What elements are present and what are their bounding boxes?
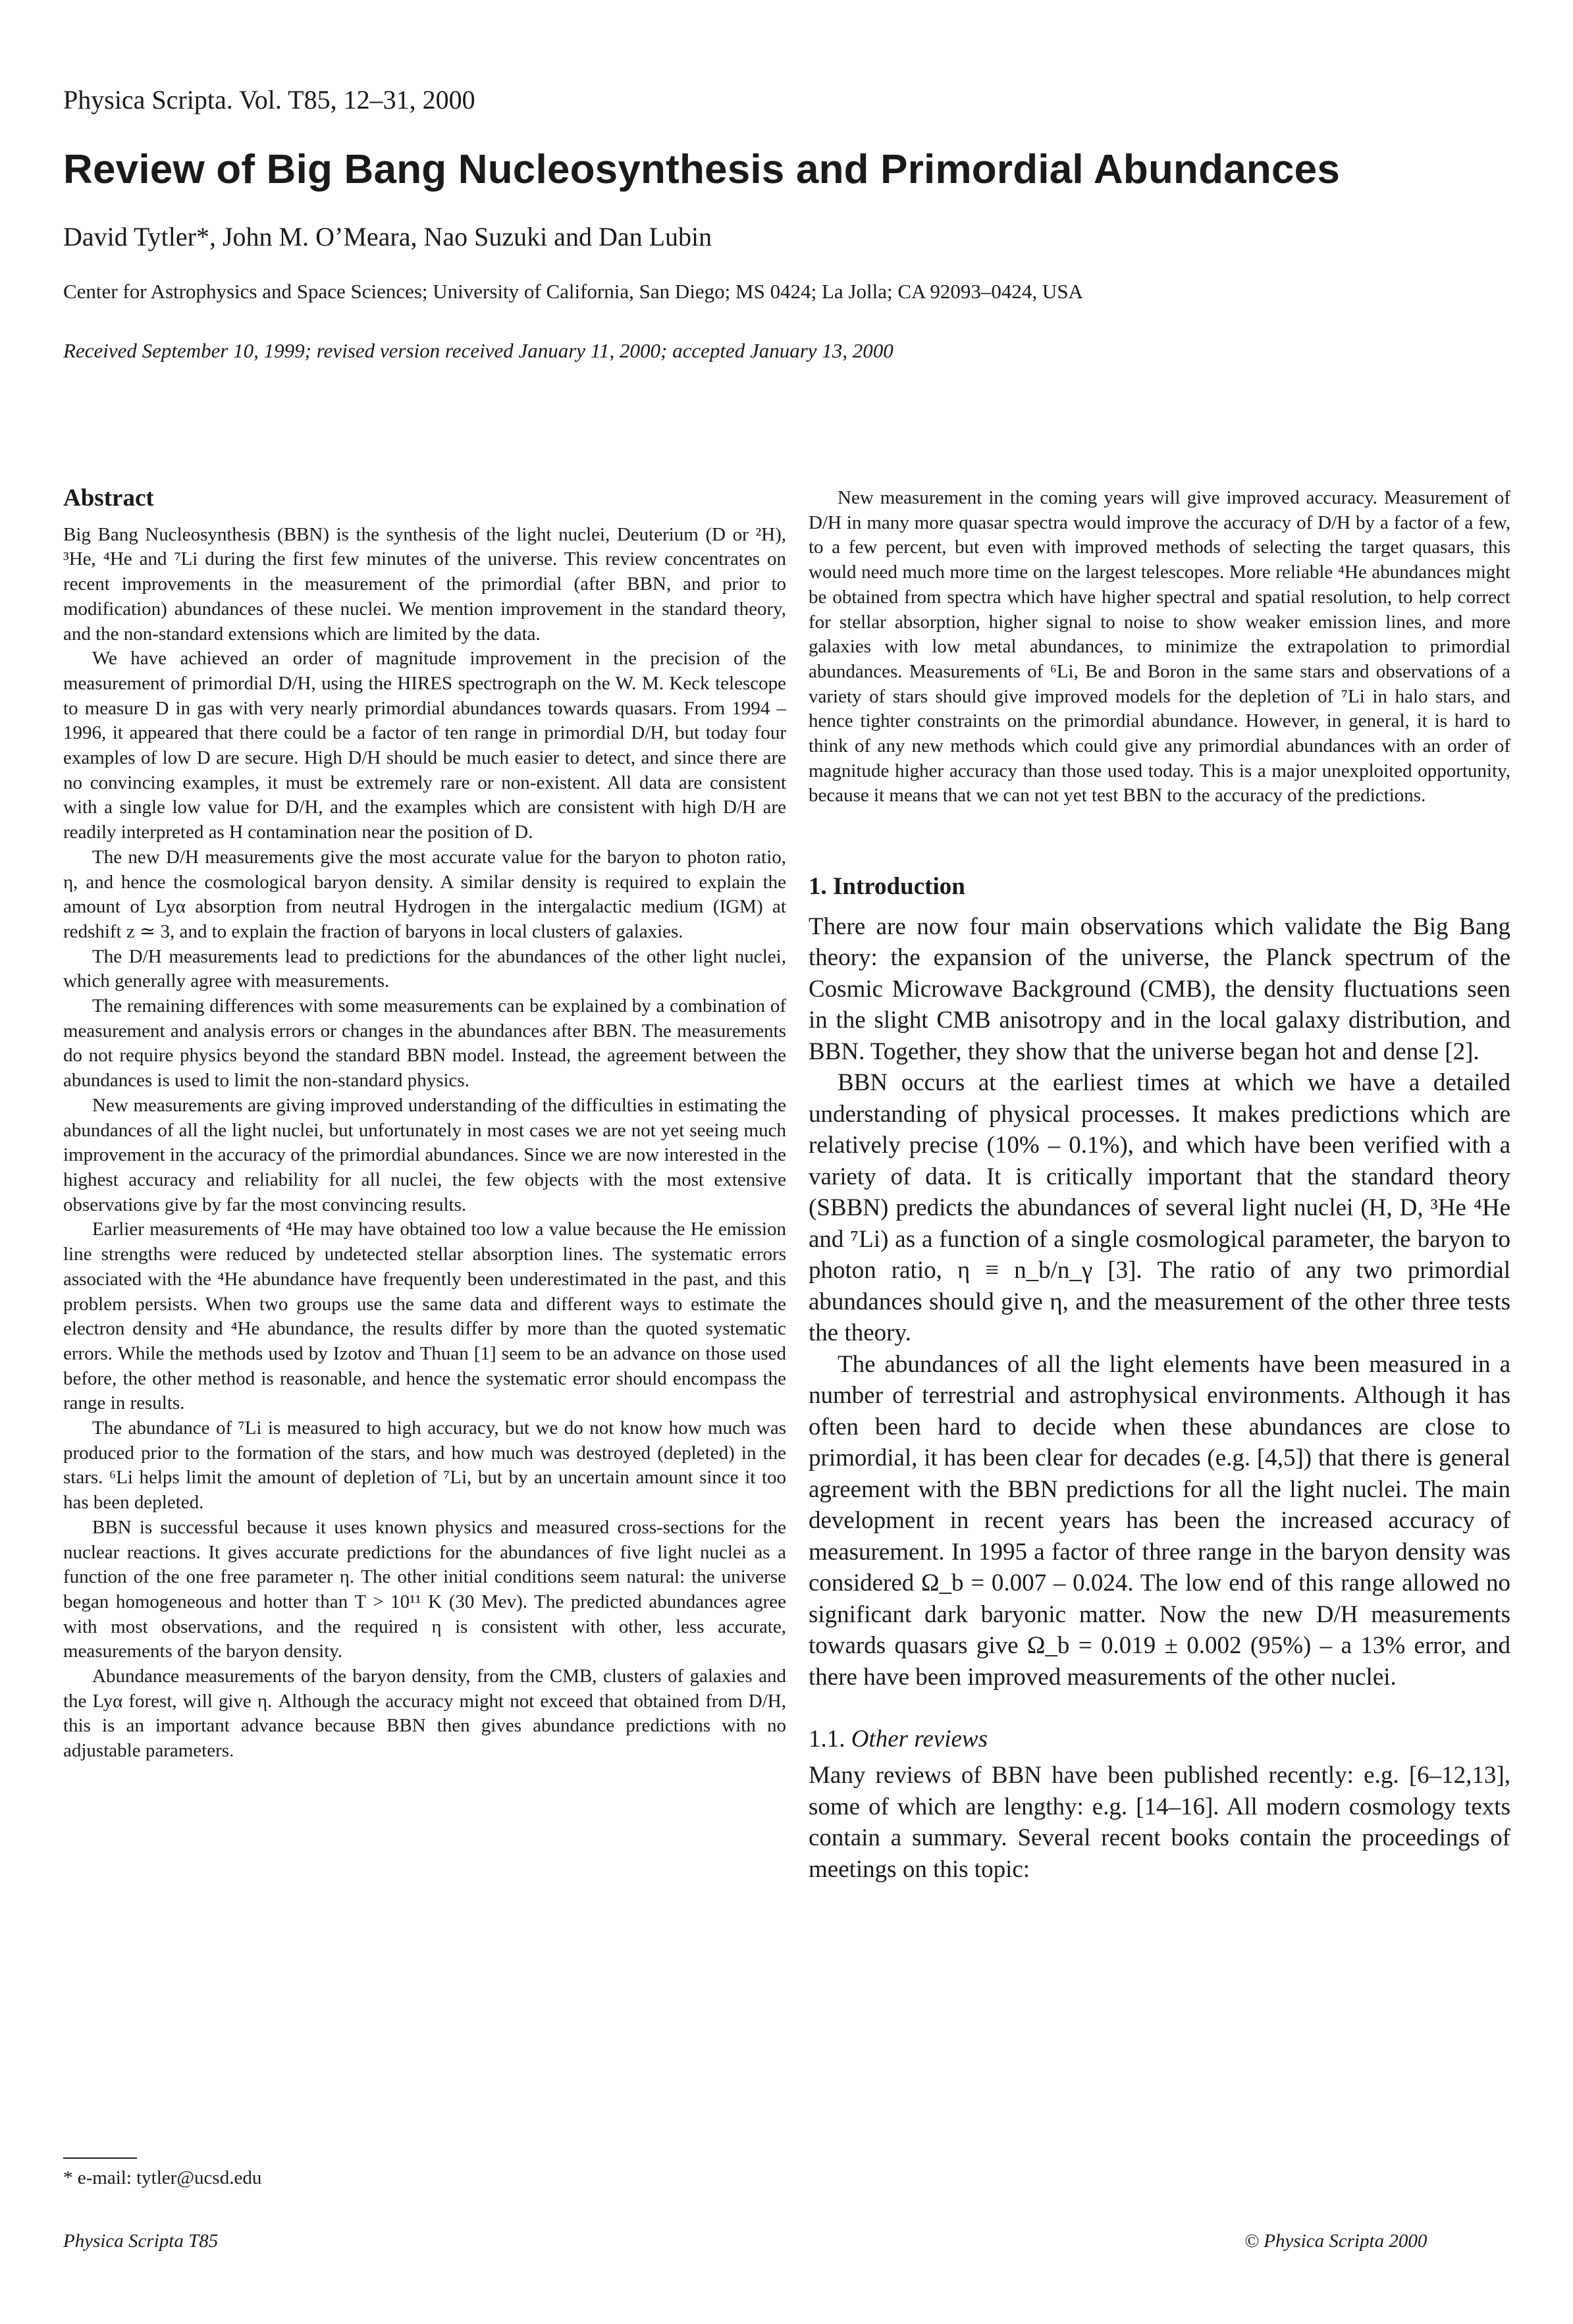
right-column [809, 486, 1510, 1885]
abstract-paragraph: New measurements are giving improved understanding of the difficulties in estimating the abundances of all the light nuclei, but unfortunately in most cases we are not yet seeing much improvement in the accuracy of the primordial abundances. Since we are now interested in the highest accuracy and reliability for all nuclei, the few objects with the most extensive observations give by far the most convincing results. [63, 1094, 786, 1215]
affiliation: Center for Astrophysics and Space Sciences; University of California, San Diego; MS 0424; La Jolla; CA 92093–0424, USA [63, 280, 1083, 303]
subsection-paragraph: Many reviews of BBN have been published recently: e.g. [6–12,13], some of which are lengthy: e.g. [14–16]. All modern cosmology texts contain a summary. Several recent books contain the proceedings of meetings on this topic: [809, 1762, 1510, 1883]
introduction-heading: 1. Introduction [809, 873, 965, 901]
footer-journal: Physica Scripta T85 [63, 2231, 219, 2252]
author-list: David Tytler*, John M. O’Meara, Nao Suzuki and Dan Lubin [63, 222, 712, 251]
subsection-title: Other reviews [851, 1726, 988, 1753]
intro-paragraph: BBN occurs at the earliest times at which we have a detailed understanding of physical processes. It makes predictions which are relatively precise (10% – 0.1%), and which have been verified with a variety of data. It is critically important that the standard theory (SBBN) predicts the abundances of several light nuclei (H, D, ³He ⁴He and ⁷Li) as a function of a single cosmological parameter, the baryon to photon ratio, η ≡ n_b/n_γ [3]. The ratio of any two primordial abundances should give η, and the measurement of the other three tests the theory. [809, 1069, 1510, 1347]
footnote-rule [63, 2157, 137, 2159]
abstract-paragraph: The new D/H measurements give the most accurate value for the baryon to photon ratio, η, and hence the cosmological baryon density. A similar density is required to explain the amount of Lyα absorption from neutral Hydrogen in the intergalactic medium (IGM) at redshift z ≃ 3, and to explain the fraction of baryons in local clusters of galaxies. [63, 846, 786, 942]
intro-paragraph: The abundances of all the light elements have been measured in a number of terrestrial and astrophysical environments. Although it has often been hard to decide when these abundances are close to primordial, it has been clear for decades (e.g. [4,5]) that there is general agreement with the BBN predictions for all the light nuclei. The main development in recent years has been the increased accuracy of measurement. In 1995 a factor of three range in the baryon density was considered Ω_b = 0.007 – 0.024. The low end of this range allowed no significant dark baryonic matter. Now the new D/H measurements towards quasars give Ω_b = 0.019 ± 0.002 (95%) – a 13% error, and there have been improved measurements of the other nuclei. [809, 1350, 1510, 1691]
abstract-paragraph: We have achieved an order of magnitude improvement in the precision of the measurement of primordial D/H, using the HIRES spectrograph on the W. M. Keck telescope to measure D in gas with very nearly primordial abundances towards quasars. From 1994 – 1996, it appeared that there could be a factor of ten range in primordial D/H, but today four examples of low D are secure. High D/H should be much easier to detect, and since there are no convincing examples, it must be extremely rare or non-existent. All data are consistent with a single low value for D/H, and the examples which are consistent with high D/H are readily interpreted as H contamination near the position of D. [63, 648, 786, 843]
abstract-paragraph: Abundance measurements of the baryon density, from the CMB, clusters of galaxies and the Lyα forest, will give η. Although the accuracy might not exceed that obtained from D/H, this is an important advance because BBN then gives abundance predictions with no adjustable parameters. [63, 1666, 786, 1762]
abstract-paragraph: Earlier measurements of ⁴He may have obtained too low a value because the He emission line strengths were reduced by undetected stellar absorption lines. The systematic errors associated with the ⁴He abundance have frequently been underestimated in the past, and this problem persists. When two groups use the same data and different ways to estimate the electron density and ⁴He abundance, the results differ by more than the quoted systematic errors. While the methods used by Izotov and Thuan [1] seem to be an advance on those used before, the other method is reasonable, and hence the systematic error should encompass the range in results. [63, 1219, 786, 1414]
footer-copyright: © Physica Scripta 2000 [1244, 2231, 1427, 2252]
intro-paragraph: There are now four main observations which validate the Big Bang theory: the expansion of the universe, the Planck spectrum of the Cosmic Microwave Background (CMB), the density fluctuations seen in the slight CMB anisotropy and in the local galaxy distribution, and BBN. Together, they show that the universe began hot and dense [2]. [809, 912, 1510, 1065]
subsection-number: 1.1. [809, 1726, 845, 1753]
abstract-paragraph: The remaining differences with some measurements can be explained by a combination of measurement and analysis errors or changes in the abundances after BBN. The measurements do not require physics beyond the standard BBN model. Instead, the agreement between the abundances is used to limit the non-standard physics. [63, 995, 786, 1092]
abstract-paragraph: The abundance of ⁷Li is measured to high accuracy, but we do not know how much was produced prior to the formation of the stars, and how much was destroyed (depleted) in the stars. ⁶Li helps limit the amount of depletion of ⁷Li, but by an uncertain amount since it too has been depleted. [63, 1417, 786, 1514]
abstract-paragraph: BBN is successful because it uses known physics and measured cross-sections for the nuclear reactions. It gives accurate predictions for the abundances of five light nuclei as a function of the one free parameter η. The other initial conditions seem natural: the universe began homogeneous and hotter than T > 10¹¹ K (30 Mev). The predicted abundances agree with most observations, and the required η is consistent with other, less accurate, measurements of the baryon density. [63, 1516, 786, 1662]
abstract-heading: Abstract [63, 485, 154, 512]
left-column [63, 486, 786, 1764]
received-dates: Received September 10, 1999; revised version received January 11, 2000; accepted January 13, 2000 [63, 339, 893, 362]
subsection-heading [809, 1727, 1510, 1752]
journal-header: Physica Scripta. Vol. T85, 12–31, 2000 [63, 85, 475, 115]
footnote: * e-mail: tytler@ucsd.edu [63, 2167, 262, 2188]
paper-title: Review of Big Bang Nucleosynthesis and Primordial Abundances [63, 147, 1340, 192]
abstract-paragraph: Big Bang Nucleosynthesis (BBN) is the synthesis of the light nuclei, Deuterium (D or ²H), ³He, ⁴He and ⁷Li during the first few minutes of the universe. This review concentrates on recent improvements in the measurement of the primordial (after BBN, and prior to modification) abundances of these nuclei. We mention improvement in the standard theory, and the non-standard extensions which are limited by the data. [63, 523, 786, 645]
abstract-continuation: New measurement in the coming years will give improved accuracy. Measurement of D/H in many more quasar spectra would improve the accuracy of D/H by a factor of a few, to a few percent, but even with improved methods of selecting the target quasars, this would need much more time on the largest telescopes. More reliable ⁴He abundances might be obtained from spectra which have higher spectral and spatial resolution, to help correct for stellar absorption, higher signal to noise to show weaker emission lines, and more galaxies with low metal abundances, to minimize the extrapolation to primordial abundances. Measurements of ⁶Li, Be and Boron in the same stars and observations of a variety of stars should give improved models for the depletion of ⁷Li in halo stars, and hence tighter constraints on the primordial abundance. However, in general, it is hard to think of any new methods which could give any primordial abundances with an order of magnitude higher accuracy than those used today. This is a major unexploited opportunity, because it means that we can not yet test BBN to the accuracy of the predictions. [809, 487, 1510, 806]
abstract-paragraph: The D/H measurements lead to predictions for the abundances of the other light nuclei, which generally agree with measurements. [63, 945, 786, 992]
